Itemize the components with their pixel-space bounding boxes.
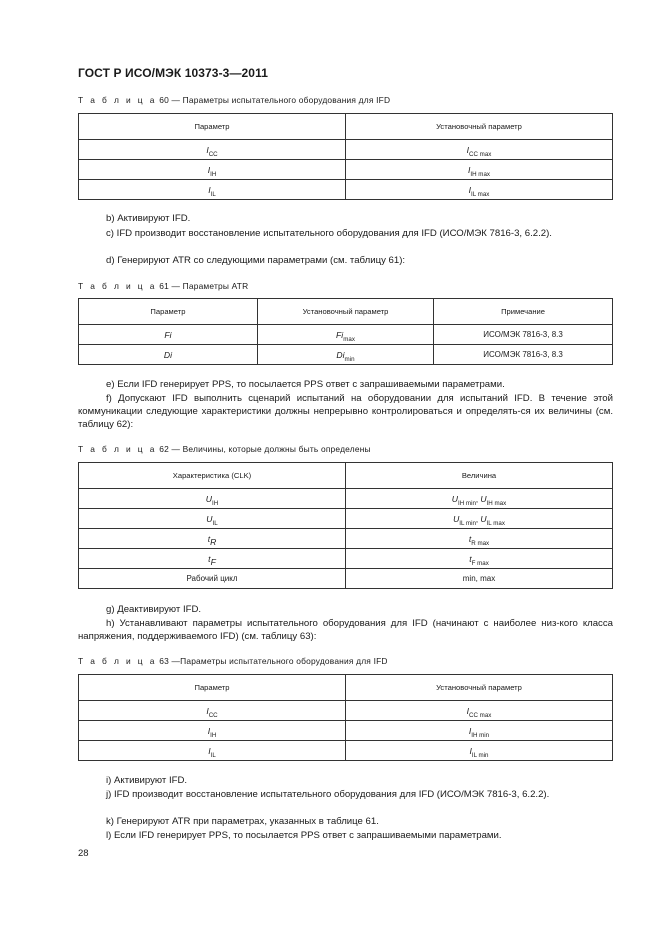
paragraph-b: b) Активируют IFD. bbox=[106, 213, 191, 224]
column-header: Примечание bbox=[434, 299, 613, 325]
symbol: Di bbox=[163, 349, 172, 360]
table-caption-text: 62 — Величины, которые должны быть определены bbox=[159, 444, 371, 454]
column-header: Установочный параметр bbox=[346, 675, 613, 701]
paragraph-j: j) IFD производит восстановление испытательного оборудования для IFD (ИСО/МЭК 7816-3, 6.2.2). bbox=[106, 789, 550, 800]
symbol: U bbox=[480, 513, 487, 524]
table-row bbox=[79, 489, 613, 509]
table-61-caption bbox=[78, 281, 248, 291]
subscript: IH min bbox=[471, 731, 490, 739]
column-header: Установочный параметр bbox=[257, 299, 433, 325]
table-row bbox=[79, 180, 613, 200]
table-row bbox=[79, 509, 613, 529]
paragraph-e: e) Если IFD генерирует PPS, то посылается PPS ответ с запрашиваемыми параметрами. bbox=[106, 379, 505, 390]
subscript: F bbox=[210, 556, 216, 567]
table-row bbox=[79, 529, 613, 549]
table-row bbox=[79, 569, 613, 589]
paragraph-g: g) Деактивируют IFD. bbox=[106, 604, 202, 615]
table-caption-text: 60 — Параметры испытательного оборудования для IFD bbox=[159, 95, 391, 105]
table-row bbox=[79, 325, 613, 345]
table-row bbox=[79, 160, 613, 180]
column-header: Установочный параметр bbox=[346, 114, 613, 140]
table-caption-text: 61 — Параметры ATR bbox=[159, 281, 249, 291]
column-header: Параметр bbox=[79, 675, 346, 701]
symbol: I bbox=[466, 705, 470, 716]
subscript: R bbox=[210, 536, 217, 547]
subscript: IH max bbox=[486, 499, 507, 507]
paragraph-f: f) Допускают IFD выполнить сценарий испытаний на оборудовании для испытаний IFD. В течение этой коммуникации следующие характеристики должны непрерывно контролироваться и определять-ся их величины (см. таблицу 62): bbox=[78, 393, 613, 430]
value: min, max bbox=[346, 569, 613, 589]
symbol: Fi bbox=[336, 329, 344, 340]
subscript: IH bbox=[210, 170, 217, 178]
table-61 bbox=[78, 298, 613, 365]
table-row bbox=[79, 549, 613, 569]
symbol: I bbox=[207, 164, 211, 175]
symbol: Fi bbox=[164, 329, 172, 340]
symbol: I bbox=[208, 184, 211, 195]
note: ИСО/МЭК 7816-3, 8.3 bbox=[434, 325, 613, 345]
paragraph-l: l) Если IFD генерирует PPS, то посылается PPS ответ с запрашиваемыми параметрами. bbox=[106, 830, 502, 841]
symbol: I bbox=[466, 144, 470, 155]
paragraph-d: d) Генерируют ATR со следующими параметрами (см. таблицу 61): bbox=[106, 255, 406, 266]
subscript: IL max bbox=[486, 519, 505, 527]
subscript: IL min bbox=[471, 751, 489, 759]
subscript: min bbox=[344, 355, 355, 363]
characteristic: Рабочий цикл bbox=[79, 569, 346, 589]
paragraph-c: c) IFD производит восстановление испытательного оборудования для IFD (ИСО/МЭК 7816-3, 6.2.2). bbox=[106, 228, 552, 239]
table-63 bbox=[78, 674, 613, 761]
table-row bbox=[79, 701, 613, 721]
table-label: Т а б л и ц а bbox=[78, 281, 157, 291]
table-label: Т а б л и ц а bbox=[78, 444, 157, 454]
subscript: max bbox=[343, 335, 355, 343]
column-header: Параметр bbox=[79, 114, 346, 140]
symbol: I bbox=[206, 705, 209, 716]
subscript: IL max bbox=[471, 190, 490, 198]
symbol: U bbox=[451, 493, 459, 504]
table-row bbox=[79, 741, 613, 761]
note: ИСО/МЭК 7816-3, 8.3 bbox=[434, 345, 613, 365]
subscript: IH max bbox=[470, 170, 490, 178]
symbol: t bbox=[208, 553, 211, 564]
subscript: IH min bbox=[458, 499, 476, 507]
subscript: CC bbox=[208, 711, 218, 719]
column-header: Характеристика (CLK) bbox=[79, 463, 346, 489]
table-caption-text: 63 —Параметры испытательного оборудования для IFD bbox=[159, 656, 388, 666]
symbol: t bbox=[469, 553, 472, 564]
subscript: IH bbox=[212, 499, 219, 507]
symbol: I bbox=[468, 184, 472, 195]
separator: , bbox=[475, 514, 481, 524]
subscript: R max bbox=[471, 539, 490, 547]
symbol: U bbox=[480, 493, 487, 504]
symbol: I bbox=[207, 725, 211, 736]
table-62 bbox=[78, 462, 613, 589]
symbol: U bbox=[453, 513, 460, 524]
table-62-caption bbox=[78, 444, 371, 454]
column-header: Величина bbox=[346, 463, 613, 489]
page-number: 28 bbox=[78, 848, 89, 859]
table-63-caption bbox=[78, 656, 388, 666]
separator: , bbox=[475, 494, 481, 504]
symbol: U bbox=[206, 513, 213, 524]
symbol: I bbox=[208, 745, 211, 756]
symbol: I bbox=[468, 725, 472, 736]
subscript: IL min bbox=[459, 519, 476, 527]
subscript: CC bbox=[208, 150, 218, 158]
subscript: F max bbox=[471, 559, 489, 567]
symbol: t bbox=[207, 533, 211, 544]
column-header: Параметр bbox=[79, 299, 258, 325]
subscript: IH bbox=[210, 731, 217, 739]
paragraph-i: i) Активируют IFD. bbox=[106, 775, 188, 786]
paragraph-h: h) Устанавливают параметры испытательного оборудования для IFD (начинают с наиболее низ-кого класса напряжения, поддерживаемого IFD) (см. таблицу 63): bbox=[78, 618, 613, 642]
table-label: Т а б л и ц а bbox=[78, 95, 157, 105]
table-row bbox=[79, 345, 613, 365]
subscript: CC max bbox=[469, 150, 492, 158]
subscript: CC max bbox=[469, 711, 492, 719]
symbol: t bbox=[468, 533, 472, 544]
subscript: IL bbox=[210, 190, 216, 198]
symbol: I bbox=[468, 164, 471, 175]
symbol: U bbox=[205, 493, 213, 504]
document-header: ГОСТ Р ИСО/МЭК 10373-3—2011 bbox=[78, 66, 268, 80]
subscript: IL bbox=[212, 519, 218, 527]
table-row bbox=[79, 721, 613, 741]
paragraph-k: k) Генерируют ATR при параметрах, указанных в таблице 61. bbox=[106, 816, 379, 827]
table-60-caption bbox=[78, 95, 390, 105]
subscript: IL bbox=[210, 751, 216, 759]
table-row bbox=[79, 140, 613, 160]
symbol: I bbox=[469, 745, 472, 756]
symbol: Di bbox=[336, 349, 345, 360]
symbol: I bbox=[206, 144, 209, 155]
table-60 bbox=[78, 113, 613, 200]
table-label: Т а б л и ц а bbox=[78, 656, 157, 666]
